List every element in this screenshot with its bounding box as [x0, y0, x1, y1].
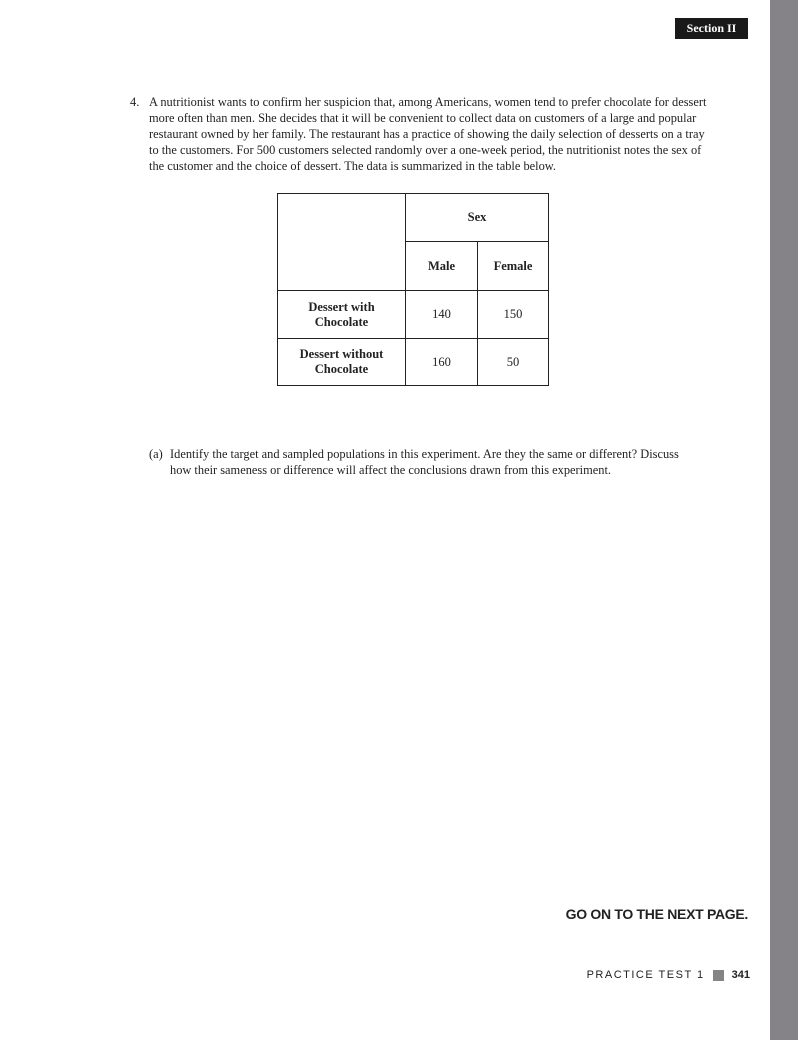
part-a-text: Identify the target and sampled populations in this experiment. Are they the same or different? Discuss how their sameness or difference will affect the conclusions drawn from this experiment. — [170, 447, 679, 477]
page-footer — [587, 969, 750, 981]
table-cell: 160 — [406, 339, 478, 386]
table-cell: 140 — [406, 291, 478, 339]
part-a-label: (a) — [149, 447, 163, 461]
question-4 — [130, 94, 710, 174]
data-table — [277, 193, 549, 386]
test-name: PRACTICE TEST 1 — [586, 969, 705, 981]
table-corner — [278, 194, 406, 291]
table-cell: 50 — [478, 339, 549, 386]
go-on-notice: GO ON TO THE NEXT PAGE. — [565, 906, 748, 922]
page-edge-tab — [770, 0, 798, 1040]
question-number: 4. — [130, 95, 140, 109]
section-badge: Section II — [675, 18, 748, 39]
page-number: 341 — [731, 969, 750, 981]
column-header: Female — [478, 242, 549, 291]
table-row — [278, 339, 549, 386]
square-icon — [713, 970, 724, 981]
part-a — [149, 446, 689, 478]
group-header: Sex — [406, 194, 549, 242]
table-cell: 150 — [478, 291, 549, 339]
row-header: Dessert with Chocolate — [278, 291, 406, 339]
column-header: Male — [406, 242, 478, 291]
question-text: A nutritionist wants to confirm her suspicion that, among Americans, women tend to prefer chocolate for dessert more often than men. She decides that it will be convenient to collect data on customers of a large and popular restaurant owned by her family. The restaurant has a practice of showing the daily selection of desserts on a tray to the customers. For 500 customers selected randomly over a one-week period, the nutritionist notes the sex of the customer and the choice of dessert. The data is summarized in the table below. — [149, 95, 707, 173]
row-header: Dessert without Chocolate — [278, 339, 406, 386]
table-row — [278, 291, 549, 339]
